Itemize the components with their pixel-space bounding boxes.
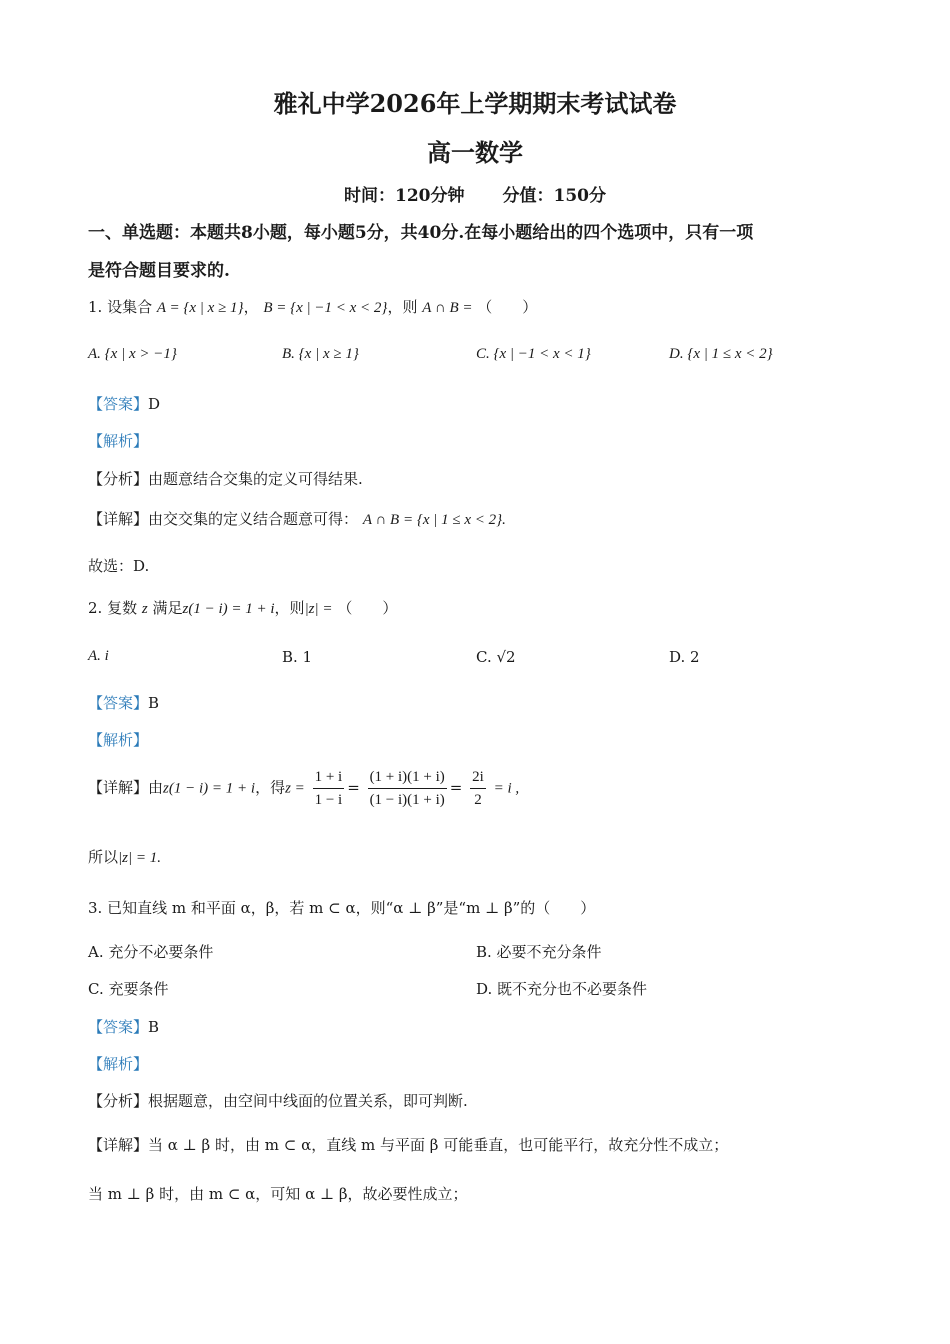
q1-option-a: A. {x | x > −1} — [88, 346, 177, 362]
exam-title: 雅礼中学2026年上学期期末考试试卷 — [273, 89, 677, 118]
section-heading-line2: 是符合题目要求的. — [88, 261, 230, 281]
exam-score: 分值：150分 — [502, 186, 606, 206]
q2-option-a: A. i — [88, 648, 109, 664]
q2-conclusion: 所以|z| = 1. — [88, 848, 161, 866]
q2-option-d: D. 2 — [669, 648, 700, 666]
answer-tag: 【答案】 — [88, 395, 149, 413]
q3-analysis: 【分析】根据题意，由空间中线面的位置关系，即可判断. — [88, 1092, 468, 1110]
q1-option-b: B. {x | x ≥ 1} — [282, 346, 359, 362]
q3-answer: 【答案】B — [88, 1018, 160, 1036]
q3-detail-1: 【详解】当 α ⊥ β 时，由 m ⊂ α，直线 m 与平面 β 可能垂直，也可能平行，故充分性不成立； — [88, 1136, 729, 1154]
exam-meta — [0, 181, 950, 206]
q2-fraction-2: $\frac{(1 + i)(1 + i)}{(1 - i)(1 + i)}$ — [368, 766, 447, 811]
q1-detail: 【详解】由交交集的定义结合题意可得： A ∩ B = {x | 1 ≤ x < 2}. — [88, 510, 506, 528]
q1-set-b: B = {x | −1 < x < 2} — [263, 300, 388, 316]
q1-answer: 【答案】D — [88, 395, 161, 413]
q1-option-c: C. {x | −1 < x < 1} — [476, 346, 591, 362]
q3-option-b: B. 必要不充分条件 — [476, 943, 602, 961]
q1-jiexi-tag: 【解析】 — [88, 432, 149, 450]
q1-intersection: A ∩ B = — [422, 300, 473, 316]
q3-option-c: C. 充要条件 — [88, 980, 169, 998]
q3-stem: 3. 已知直线 m 和平面 α，β，若 m ⊂ α，则“α ⊥ β”是“m ⊥ β”的（ ） — [88, 899, 596, 917]
q2-jiexi-tag: 【解析】 — [88, 731, 149, 749]
q1-stem: 1. 设集合 A = {x | x ≥ 1}， B = {x | −1 < x < 2}，则 A ∩ B = （ ） — [88, 298, 538, 316]
q2-stem: 2. 复数 z 满足z(1 − i) = 1 + i，则|z| = （ ） — [88, 599, 398, 617]
q3-option-a: A. 充分不必要条件 — [88, 943, 214, 961]
q1-set-a: A = {x | x ≥ 1} — [156, 300, 244, 316]
answer-tag: 【答案】 — [88, 694, 149, 712]
exam-subject: 高一数学 — [427, 138, 523, 167]
q2-fraction-1: $\frac{1 + i}{1 - i}$ — [313, 766, 345, 811]
q2-answer: 【答案】B — [88, 694, 160, 712]
q3-jiexi-tag: 【解析】 — [88, 1055, 149, 1073]
q1-option-d: D. {x | 1 ≤ x < 2} — [669, 346, 773, 362]
q1-analysis: 【分析】由题意结合交集的定义可得结果. — [88, 470, 363, 488]
exam-time: 时间：120分钟 — [344, 186, 465, 206]
q2-option-c: C. √2 — [476, 648, 516, 666]
q3-option-d: D. 既不充分也不必要条件 — [476, 980, 648, 998]
q2-equation: z(1 − i) = 1 + i — [182, 601, 275, 617]
q2-option-b: B. 1 — [282, 648, 313, 666]
q2-detail: 【详解】由z(1 − i) = 1 + i，得z = $\frac{1 + i}{1 - i}$ = $\frac{(1 + i)(1 + i)}{(1 - i)(1 + i)}$ = $\frac{2i}{2}$ = i , — [88, 766, 519, 811]
q2-abs: |z| = — [304, 601, 333, 617]
q2-fraction-3: $\frac{2i}{2}$ — [470, 766, 486, 811]
q1-detail-math: A ∩ B = {x | 1 ≤ x < 2}. — [362, 512, 506, 528]
section-heading-line1: 一、单选题：本题共8小题，每小题5分，共40分.在每小题给出的四个选项中，只有一项 — [88, 223, 754, 243]
answer-tag: 【答案】 — [88, 1018, 149, 1036]
q1-conclusion: 故选：D. — [88, 557, 150, 575]
q3-detail-2: 当 m ⊥ β 时，由 m ⊂ α，可知 α ⊥ β，故必要性成立； — [88, 1185, 468, 1203]
